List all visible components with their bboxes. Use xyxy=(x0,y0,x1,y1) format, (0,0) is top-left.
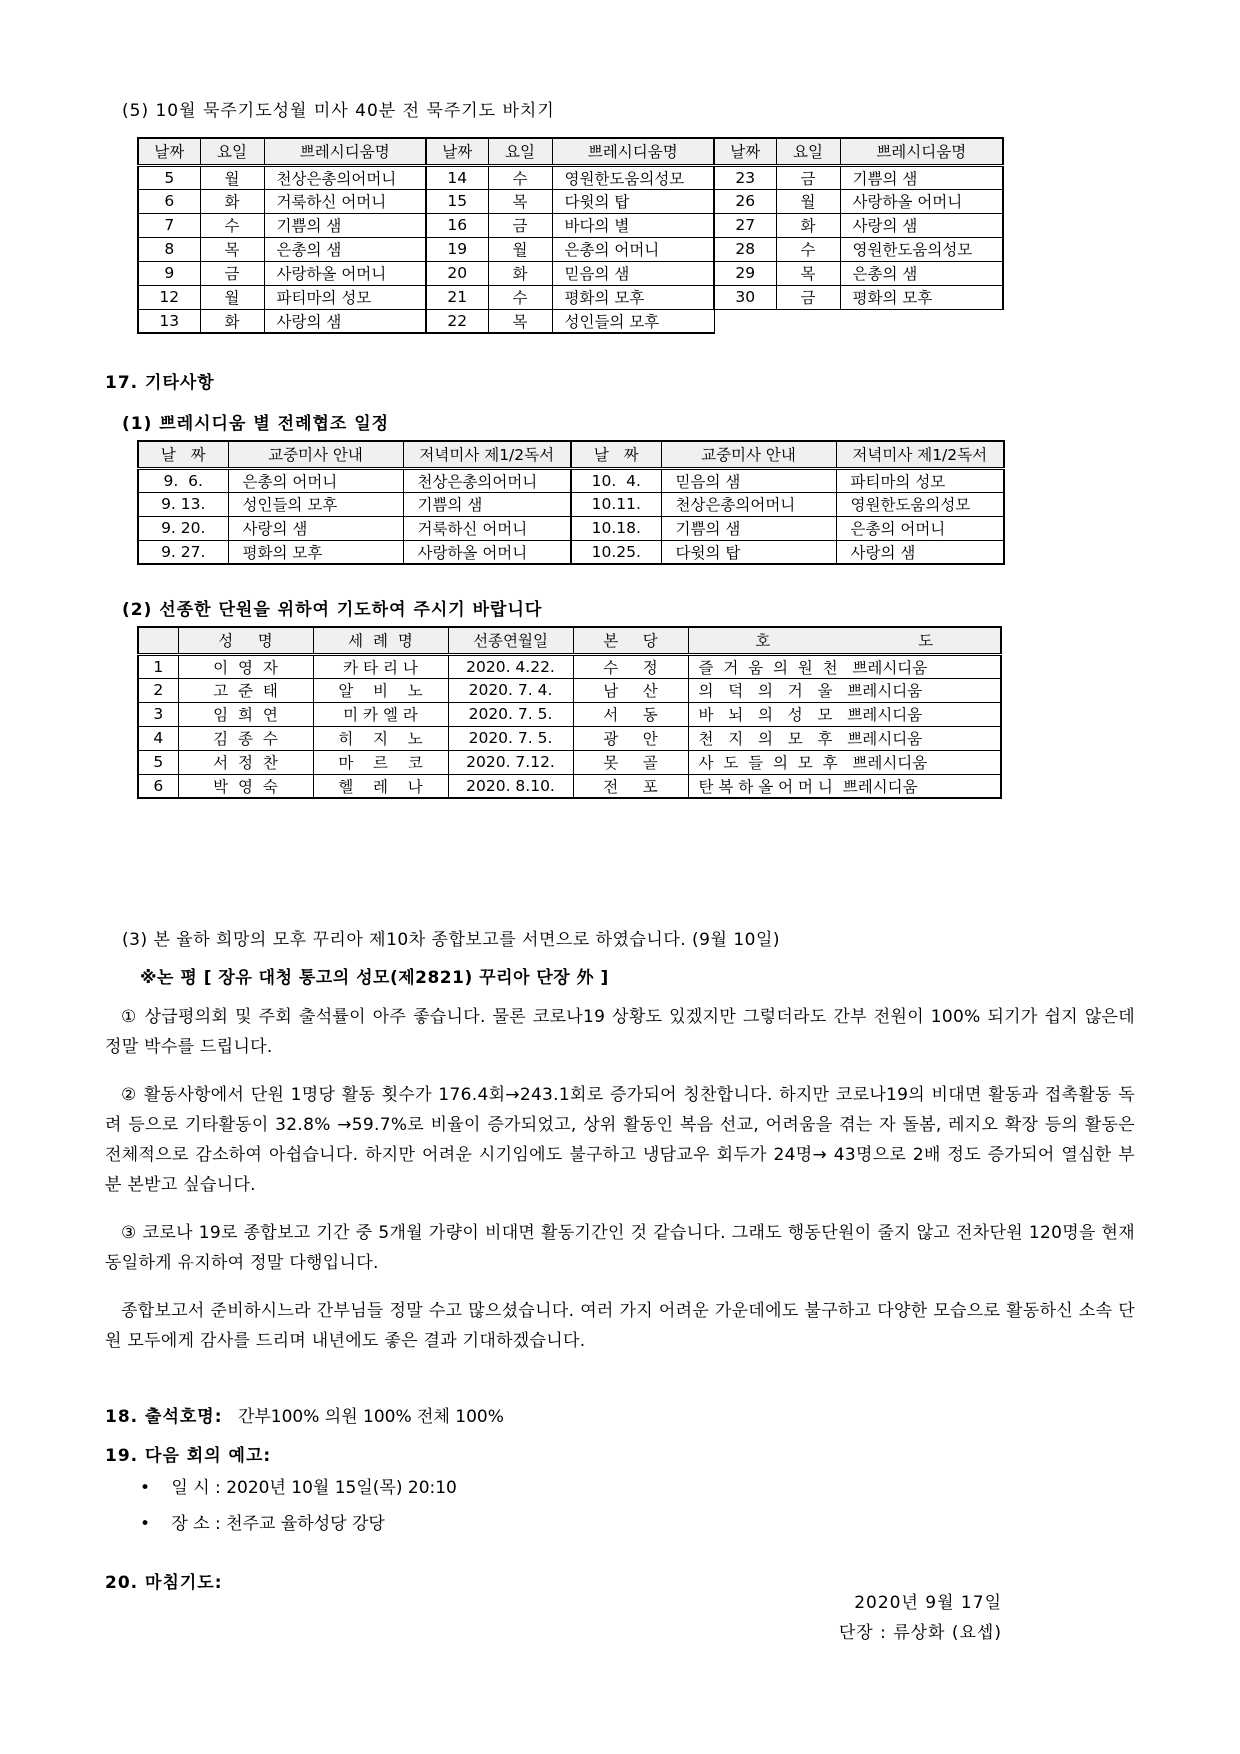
column-header: 저녁미사 제1/2독서 xyxy=(836,441,1004,468)
table-cell: 미 카 엘 라 xyxy=(313,702,448,726)
table-cell: 거룩하신 어머니 xyxy=(403,516,571,540)
review-paragraph-3: ③ 코로나 19로 종합보고 기간 중 5개월 가량이 비대면 활동기간인 것 같습니다. 그래도 행동단원이 줄지 않고 전차단원 120명을 현재 동일하게 유지하여 정말 다행입니다. xyxy=(105,1223,1135,1273)
column-header: 요일 xyxy=(200,138,264,165)
column-header: 교중미사 안내 xyxy=(661,441,836,468)
table-cell: 은총의 어머니 xyxy=(836,516,1004,540)
column-header: 세 례 명 xyxy=(313,627,448,654)
table-cell: 사랑하올 어머니 xyxy=(840,189,1003,213)
table-cell: 9. 20. xyxy=(138,516,228,540)
table-cell: 20 xyxy=(426,261,488,285)
table-cell: 성인들의 모후 xyxy=(228,492,403,516)
table-row xyxy=(138,189,1003,213)
next-meeting-datetime xyxy=(140,1474,1135,1502)
table-cell: 금 xyxy=(200,261,264,285)
table-cell: 수 xyxy=(776,237,840,261)
table-cell: 믿음의 샘 xyxy=(661,468,836,492)
table-cell: 다윗의 탑 xyxy=(552,189,714,213)
table-cell: 5 xyxy=(138,165,200,189)
section17-title: 17. 기타사항 xyxy=(105,373,215,393)
table-cell: 19 xyxy=(426,237,488,261)
table-cell: 30 xyxy=(714,285,776,309)
section20-title: 20. 마침기도: xyxy=(105,1573,223,1593)
table-cell: 기쁨의 샘 xyxy=(840,165,1003,189)
liturgy-schedule-table xyxy=(137,440,1005,565)
table-cell: 금 xyxy=(776,165,840,189)
table-cell: 탄 복 하 올 어 머 니 쁘레시디움 xyxy=(688,774,1001,798)
table-cell: 평화의 모후 xyxy=(552,285,714,309)
table-cell: 금 xyxy=(776,285,840,309)
column-header: 저녁미사 제1/2독서 xyxy=(403,441,571,468)
table-header-row xyxy=(138,441,1004,468)
table-cell xyxy=(776,309,840,333)
table-cell: 22 xyxy=(426,309,488,333)
table-cell: 10.25. xyxy=(571,540,661,564)
table-cell: 2020. 7. 5. xyxy=(448,702,573,726)
table-cell: 수 xyxy=(488,165,552,189)
table-cell: 알 비 노 xyxy=(313,678,448,702)
table-cell: 헬 레 나 xyxy=(313,774,448,798)
column-header: 요일 xyxy=(488,138,552,165)
table-row xyxy=(138,309,1003,333)
table-cell: 기쁨의 샘 xyxy=(661,516,836,540)
table-cell: 천상은총의어머니 xyxy=(661,492,836,516)
table-cell: 6 xyxy=(138,774,178,798)
table-cell: 사랑의 샘 xyxy=(228,516,403,540)
table-cell: 의 덕 의 거 울 쁘레시디움 xyxy=(688,678,1001,702)
table-cell: 화 xyxy=(776,213,840,237)
section17-sub2-title: (2) 선종한 단원을 위하여 기도하여 주시기 바랍니다 xyxy=(122,600,543,620)
table-cell: 2020. 4.22. xyxy=(448,654,573,678)
column-header: 날짜 xyxy=(138,138,200,165)
column-header: 날짜 xyxy=(426,138,488,165)
table-cell: 8 xyxy=(138,237,200,261)
table-row xyxy=(138,750,1001,774)
table-cell: 은총의 어머니 xyxy=(228,468,403,492)
table-cell: 바다의 별 xyxy=(552,213,714,237)
review-paragraph-1: ① 상급평의회 및 주회 출석률이 아주 좋습니다. 물론 코로나19 상황도 있겠지만 그렇더라도 간부 전원이 100% 되기가 쉽지 않은데 정말 박수를 드립니다. xyxy=(105,1007,1135,1057)
table-cell: 평화의 모후 xyxy=(228,540,403,564)
table-row xyxy=(138,261,1003,285)
column-header: 교중미사 안내 xyxy=(228,441,403,468)
table-cell: 2020. 7.12. xyxy=(448,750,573,774)
table-cell: 은총의 어머니 xyxy=(552,237,714,261)
table-cell: 9. 13. xyxy=(138,492,228,516)
section18-line xyxy=(105,1402,1135,1427)
column-header: 호 도 xyxy=(688,627,1001,654)
table-header-row xyxy=(138,627,1001,654)
table-cell: 월 xyxy=(200,165,264,189)
table-cell: 성인들의 모후 xyxy=(552,309,714,333)
table-cell: 남 산 xyxy=(573,678,688,702)
table-cell: 광 안 xyxy=(573,726,688,750)
table-cell: 월 xyxy=(200,285,264,309)
table-cell: 4 xyxy=(138,726,178,750)
next-meeting-datetime-text: 일 시 : 2020년 10월 15일(목) 20:10 xyxy=(171,1478,457,1498)
table-cell: 박 영 숙 xyxy=(178,774,313,798)
column-header: 날 짜 xyxy=(138,441,228,468)
table-cell: 임 희 연 xyxy=(178,702,313,726)
table-cell: 9 xyxy=(138,261,200,285)
table-cell: 21 xyxy=(426,285,488,309)
table-cell: 16 xyxy=(426,213,488,237)
column-header: 요일 xyxy=(776,138,840,165)
table-row xyxy=(138,678,1001,702)
column-header: 날 짜 xyxy=(571,441,661,468)
table-row xyxy=(138,492,1004,516)
table-cell: 화 xyxy=(200,189,264,213)
table-cell: 파티마의 성모 xyxy=(264,285,426,309)
table-cell: 영원한도움의성모 xyxy=(840,237,1003,261)
table-row xyxy=(138,516,1004,540)
signature-block xyxy=(839,1588,1002,1648)
bullet-icon: • xyxy=(140,1514,151,1534)
table-row xyxy=(138,540,1004,564)
column-header: 성 명 xyxy=(178,627,313,654)
table-cell: 2020. 8.10. xyxy=(448,774,573,798)
table-cell: 카 타 리 나 xyxy=(313,654,448,678)
table-cell: 못 골 xyxy=(573,750,688,774)
signer-line: 단장 : 류상화 (요셉) xyxy=(838,1623,1002,1643)
table-cell: 9. 27. xyxy=(138,540,228,564)
bullet-icon: • xyxy=(140,1478,151,1498)
column-header: 쁘레시디움명 xyxy=(552,138,714,165)
table-row xyxy=(138,774,1001,798)
table-cell xyxy=(840,309,1003,333)
table-cell: 12 xyxy=(138,285,200,309)
table-row xyxy=(138,237,1003,261)
column-header: 본 당 xyxy=(573,627,688,654)
table-cell: 사랑의 샘 xyxy=(264,309,426,333)
next-meeting-place-text: 장 소 : 천주교 율하성당 강당 xyxy=(171,1514,385,1534)
table-cell: 15 xyxy=(426,189,488,213)
table-cell: 7 xyxy=(138,213,200,237)
column-header: 날짜 xyxy=(714,138,776,165)
table-cell xyxy=(714,309,776,333)
table-cell: 26 xyxy=(714,189,776,213)
table-row xyxy=(138,468,1004,492)
table-cell: 영원한도움의성모 xyxy=(836,492,1004,516)
table-cell: 9. 6. xyxy=(138,468,228,492)
table-cell: 10.11. xyxy=(571,492,661,516)
table-cell: 2 xyxy=(138,678,178,702)
table-cell: 목 xyxy=(488,309,552,333)
review-paragraph-2: ② 활동사항에서 단원 1명당 활동 횟수가 176.4회→243.1회로 증가되어 칭찬합니다. 하지만 코로나19의 비대면 활동과 접촉활동 독려 등으로 기타활동이 32.8% →59.7%로 비율이 증가되었고, 상위 활동인 복음 선교, 어려움을 겪는 자 돌봄, 레지오 확장 등의 활동은 전체적으로 감소하여 아쉽습니다. 하지만 어려운 시기임에도 불구하고 냉담교우 회두가 24명→ 43명으로 2배 정도 증가되어 열심한 부분 본받고 싶습니다. xyxy=(105,1085,1135,1195)
table-cell: 29 xyxy=(714,261,776,285)
table-cell: 사랑하올 어머니 xyxy=(264,261,426,285)
table-cell: 평화의 모후 xyxy=(840,285,1003,309)
column-header xyxy=(138,627,178,654)
table-row xyxy=(138,702,1001,726)
table-cell: 수 정 xyxy=(573,654,688,678)
table-cell: 1 xyxy=(138,654,178,678)
table-cell: 천 지 의 모 후 쁘레시디움 xyxy=(688,726,1001,750)
table-cell: 월 xyxy=(776,189,840,213)
table-cell: 믿음의 샘 xyxy=(552,261,714,285)
table-cell: 목 xyxy=(200,237,264,261)
section18-value: 간부100% 의원 100% 전체 100% xyxy=(237,1407,504,1427)
table-cell: 23 xyxy=(714,165,776,189)
table-cell: 사랑의 샘 xyxy=(840,213,1003,237)
deceased-members-table xyxy=(137,626,1002,799)
table-cell: 금 xyxy=(488,213,552,237)
table-row xyxy=(138,726,1001,750)
column-header: 선종연월일 xyxy=(448,627,573,654)
table-cell: 은총의 샘 xyxy=(264,237,426,261)
table-cell: 영원한도움의성모 xyxy=(552,165,714,189)
table-cell: 6 xyxy=(138,189,200,213)
table-cell: 바 뇌 의 성 모 쁘레시디움 xyxy=(688,702,1001,726)
table-cell: 히 지 노 xyxy=(313,726,448,750)
table-cell: 즐 거 움 의 원 천 쁘레시디움 xyxy=(688,654,1001,678)
table-cell: 서 정 찬 xyxy=(178,750,313,774)
table-cell: 수 xyxy=(200,213,264,237)
next-meeting-place xyxy=(140,1510,1135,1538)
table-cell: 사랑의 샘 xyxy=(836,540,1004,564)
table-cell: 이 영 자 xyxy=(178,654,313,678)
table-cell: 은총의 샘 xyxy=(840,261,1003,285)
section18-label: 18. 출석호명: xyxy=(105,1407,223,1427)
table-row xyxy=(138,285,1003,309)
table-row xyxy=(138,654,1001,678)
table-cell: 2020. 7. 4. xyxy=(448,678,573,702)
table-cell: 고 준 태 xyxy=(178,678,313,702)
section19-title: 19. 다음 회의 예고: xyxy=(105,1446,272,1466)
section17-sub3-title: (3) 본 율하 희망의 모후 꾸리아 제10차 종합보고를 서면으로 하였습니다. (9월 10일) xyxy=(122,930,781,950)
table-cell: 기쁨의 샘 xyxy=(264,213,426,237)
table-cell: 기쁨의 샘 xyxy=(403,492,571,516)
table-cell: 13 xyxy=(138,309,200,333)
table-cell: 5 xyxy=(138,750,178,774)
table-cell: 전 포 xyxy=(573,774,688,798)
table-cell: 파티마의 성모 xyxy=(836,468,1004,492)
table-cell: 27 xyxy=(714,213,776,237)
table-cell: 3 xyxy=(138,702,178,726)
table-cell: 10. 4. xyxy=(571,468,661,492)
table-row xyxy=(138,213,1003,237)
table-cell: 천상은총의어머니 xyxy=(403,468,571,492)
document-date: 2020년 9월 17일 xyxy=(854,1593,1002,1613)
section17-sub1-title: (1) 쁘레시디움 별 전례협조 일정 xyxy=(122,414,390,434)
section5-title: (5) 10월 묵주기도성월 미사 40분 전 묵주기도 바치기 xyxy=(122,101,555,121)
table-cell: 사랑하올 어머니 xyxy=(403,540,571,564)
column-header: 쁘레시디움명 xyxy=(840,138,1003,165)
table-cell: 사 도 들 의 모 후 쁘레시디움 xyxy=(688,750,1001,774)
table-cell: 목 xyxy=(488,189,552,213)
table-cell: 14 xyxy=(426,165,488,189)
table-cell: 목 xyxy=(776,261,840,285)
table-cell: 다윗의 탑 xyxy=(661,540,836,564)
table-cell: 10.18. xyxy=(571,516,661,540)
table-cell: 마 르 코 xyxy=(313,750,448,774)
table-cell: 화 xyxy=(200,309,264,333)
table-cell: 수 xyxy=(488,285,552,309)
review-note-title: ※논 평 [ 장유 대청 통고의 성모(제2821) 꾸리아 단장 外 ] xyxy=(140,968,609,988)
table-cell: 김 종 수 xyxy=(178,726,313,750)
review-paragraph-4: 종합보고서 준비하시느라 간부님들 정말 수고 많으셨습니다. 여러 가지 어려운 가운데에도 불구하고 다양한 모습으로 활동하신 소속 단원 모두에게 감사를 드리며 내년에도 좋은 결과 기대하겠습니다. xyxy=(105,1301,1135,1351)
table-cell: 2020. 7. 5. xyxy=(448,726,573,750)
table-cell: 거룩하신 어머니 xyxy=(264,189,426,213)
table-header-row xyxy=(138,138,1003,165)
table-cell: 서 동 xyxy=(573,702,688,726)
table-cell: 월 xyxy=(488,237,552,261)
rosary-schedule-table xyxy=(137,137,1004,334)
table-cell: 천상은총의어머니 xyxy=(264,165,426,189)
column-header: 쁘레시디움명 xyxy=(264,138,426,165)
table-cell: 화 xyxy=(488,261,552,285)
table-row xyxy=(138,165,1003,189)
table-cell: 28 xyxy=(714,237,776,261)
